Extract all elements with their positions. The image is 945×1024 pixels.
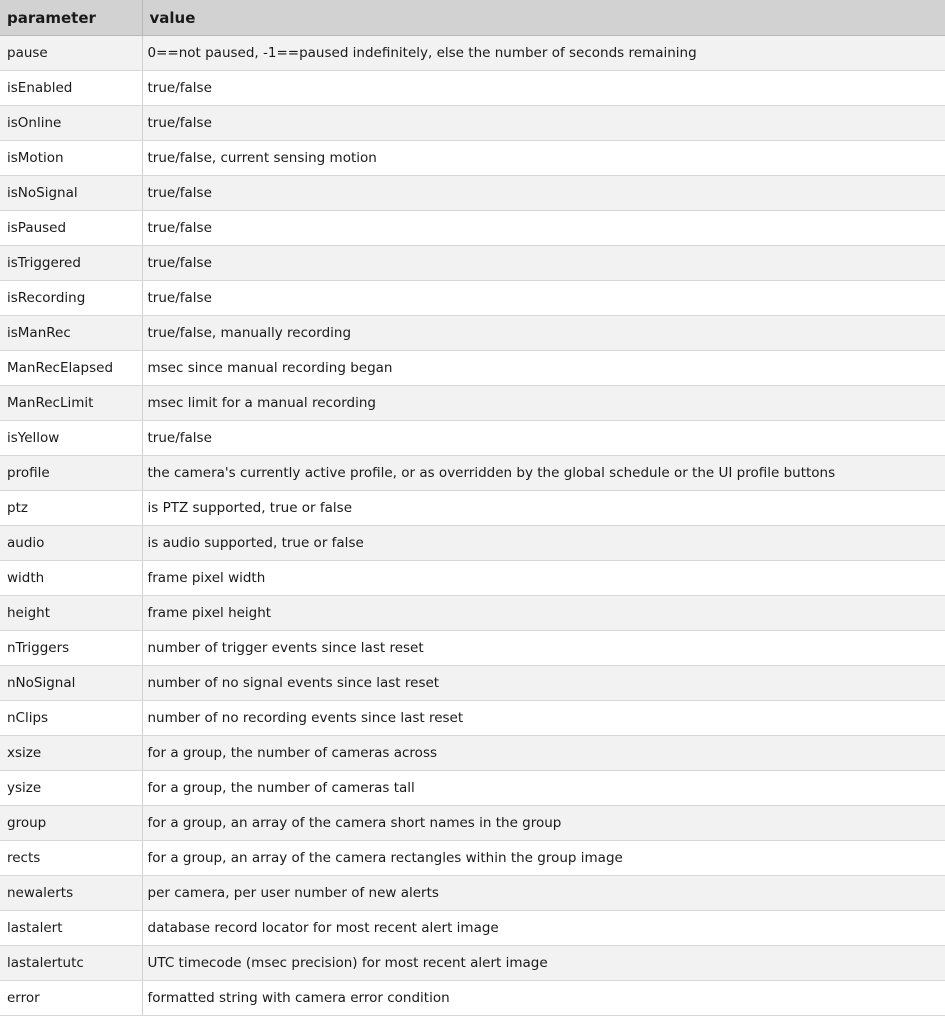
parameter-cell: profile [0, 456, 142, 491]
parameter-cell: height [0, 596, 142, 631]
value-cell: msec limit for a manual recording [142, 386, 945, 421]
value-cell: for a group, an array of the camera rectangles within the group image [142, 841, 945, 876]
table-row [0, 421, 945, 456]
table-row [0, 176, 945, 211]
table-row [0, 106, 945, 141]
table-row [0, 701, 945, 736]
value-cell: per camera, per user number of new alerts [142, 876, 945, 911]
value-cell: msec since manual recording began [142, 351, 945, 386]
value-cell: 0==not paused, -1==paused indefinitely, else the number of seconds remaining [142, 36, 945, 71]
value-cell: true/false [142, 71, 945, 106]
value-cell: true/false [142, 176, 945, 211]
parameter-column-header: parameter [0, 0, 142, 36]
table-row [0, 316, 945, 351]
parameter-cell: isYellow [0, 421, 142, 456]
parameter-cell: nNoSignal [0, 666, 142, 701]
table-row [0, 71, 945, 106]
parameter-cell: isManRec [0, 316, 142, 351]
table-row [0, 246, 945, 281]
value-cell: for a group, the number of cameras tall [142, 771, 945, 806]
value-cell: is audio supported, true or false [142, 526, 945, 561]
value-column-header: value [142, 0, 945, 36]
parameter-cell: lastalertutc [0, 946, 142, 981]
value-cell: is PTZ supported, true or false [142, 491, 945, 526]
value-cell: true/false [142, 421, 945, 456]
table-row [0, 596, 945, 631]
table-row [0, 456, 945, 491]
parameter-cell: audio [0, 526, 142, 561]
value-cell: true/false [142, 106, 945, 141]
value-cell: number of no recording events since last reset [142, 701, 945, 736]
value-cell: true/false [142, 211, 945, 246]
parameter-cell: pause [0, 36, 142, 71]
table-row [0, 36, 945, 71]
value-cell: formatted string with camera error condition [142, 981, 945, 1016]
table-row [0, 946, 945, 981]
parameter-cell: isOnline [0, 106, 142, 141]
value-cell: true/false, current sensing motion [142, 141, 945, 176]
parameter-cell: rects [0, 841, 142, 876]
table-row [0, 911, 945, 946]
table-row [0, 631, 945, 666]
parameter-cell: ysize [0, 771, 142, 806]
table-body [0, 36, 945, 1016]
parameter-cell: isTriggered [0, 246, 142, 281]
table-row [0, 386, 945, 421]
value-cell: true/false [142, 246, 945, 281]
parameter-cell: lastalert [0, 911, 142, 946]
table-row [0, 806, 945, 841]
parameter-cell: nClips [0, 701, 142, 736]
table-row [0, 876, 945, 911]
table-row [0, 211, 945, 246]
parameter-cell: nTriggers [0, 631, 142, 666]
parameter-cell: isEnabled [0, 71, 142, 106]
parameter-cell: isRecording [0, 281, 142, 316]
parameter-cell: isMotion [0, 141, 142, 176]
parameter-cell: isNoSignal [0, 176, 142, 211]
table-row [0, 771, 945, 806]
value-cell: for a group, the number of cameras across [142, 736, 945, 771]
parameter-cell: ManRecLimit [0, 386, 142, 421]
parameter-cell: newalerts [0, 876, 142, 911]
table-row [0, 526, 945, 561]
table-row [0, 491, 945, 526]
table-row [0, 351, 945, 386]
table-row [0, 666, 945, 701]
value-cell: frame pixel width [142, 561, 945, 596]
table-row [0, 141, 945, 176]
parameter-cell: width [0, 561, 142, 596]
value-cell: frame pixel height [142, 596, 945, 631]
value-cell: for a group, an array of the camera short names in the group [142, 806, 945, 841]
value-cell: true/false [142, 281, 945, 316]
parameter-cell: ptz [0, 491, 142, 526]
parameter-cell: error [0, 981, 142, 1016]
parameter-cell: isPaused [0, 211, 142, 246]
table-header-row [0, 0, 945, 36]
value-cell: the camera's currently active profile, or as overridden by the global schedule or the UI profile buttons [142, 456, 945, 491]
value-cell: UTC timecode (msec precision) for most recent alert image [142, 946, 945, 981]
parameter-cell: ManRecElapsed [0, 351, 142, 386]
value-cell: true/false, manually recording [142, 316, 945, 351]
value-cell: database record locator for most recent alert image [142, 911, 945, 946]
table-row [0, 981, 945, 1016]
table-row [0, 281, 945, 316]
parameter-cell: group [0, 806, 142, 841]
parameter-cell: xsize [0, 736, 142, 771]
table-row [0, 561, 945, 596]
table-row [0, 841, 945, 876]
value-cell: number of no signal events since last reset [142, 666, 945, 701]
value-cell: number of trigger events since last reset [142, 631, 945, 666]
table-row [0, 736, 945, 771]
